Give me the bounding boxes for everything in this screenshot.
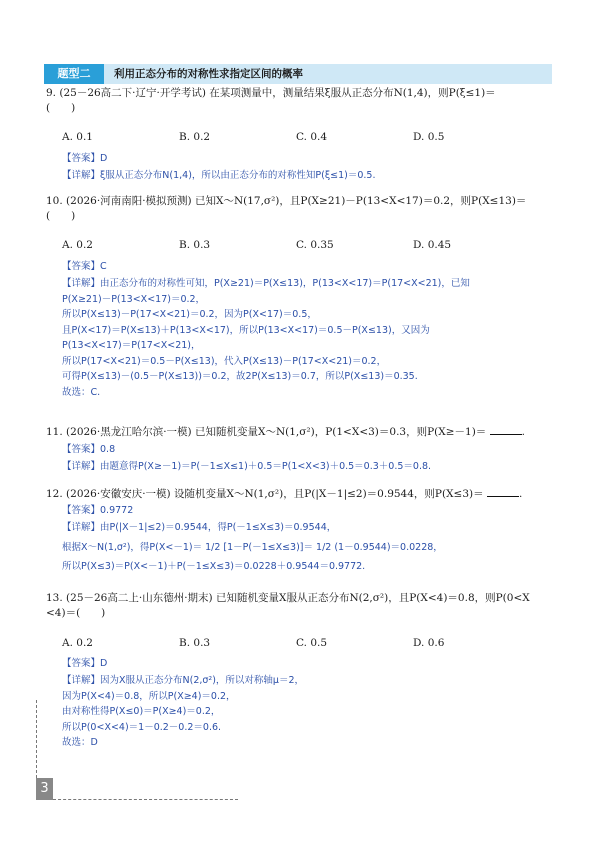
detail-line: 【详解】因为X服从正态分布N(2,σ²)，所以对称轴μ＝2， xyxy=(62,675,305,686)
margin-dash-vertical xyxy=(36,700,37,778)
answer-11: 【答案】0.8 xyxy=(62,444,116,455)
question-12: 12. (2026·安徽安庆·一模) 设随机变量X～N(1,σ²)，且P(|X－1|≤2)＝0.9544，则P(X≤3)＝ . xyxy=(46,488,523,500)
detail-10 xyxy=(62,276,552,400)
detail-line: 故选：D xyxy=(62,737,98,748)
detail-line: 可得P(X≤13)－(0.5－P(X≤13))＝0.2，故2P(X≤13)＝0.7，所以P(X≤13)＝0.35. xyxy=(62,371,418,382)
answer-9: 【答案】D xyxy=(62,153,108,164)
page-number: 3 xyxy=(36,778,53,800)
detail-12 xyxy=(62,520,552,575)
detail-13 xyxy=(62,673,552,751)
question-13-options xyxy=(62,637,552,651)
answer-blank xyxy=(490,424,522,435)
option-a: A. 0.1 xyxy=(62,131,93,143)
detail-line: 【详解】由题意得P(X≥－1)＝P(－1≤X≤1)＋0.5＝P(1<X<3)＋0.5＝0.3＋0.5＝0.8. xyxy=(62,461,432,472)
detail-line: 所以P(0<X<4)＝1－0.2－0.2＝0.6. xyxy=(62,721,222,733)
detail-line: 根据X～N(1,σ²)，得P(X<－1)＝ 1/2 [1－P(－1≤X≤3)]＝ 1/2 (1－0.9544)＝0.0228， xyxy=(62,541,443,553)
answer-blank xyxy=(487,486,519,497)
question-11: 11. (2026·黑龙江哈尔滨·一模) 已知随机变量X～N(1,σ²)，P(1<X<3)＝0.3，则P(X≥－1)＝ . xyxy=(46,426,525,438)
question-10 xyxy=(46,194,551,224)
answer-10: 【答案】C xyxy=(62,261,107,272)
detail-11 xyxy=(62,459,552,475)
option-c: C. 0.35 xyxy=(296,239,334,251)
question-13 xyxy=(46,591,551,621)
question-12-stem: 12. (2026·安徽安庆·一模) 设随机变量X～N(1,σ²)，且P(|X－1|≤2)＝0.9544，则P(X≤3)＝ xyxy=(46,488,484,500)
option-b: B. 0.3 xyxy=(179,239,211,251)
question-9-stem: 9. (25－26高二下·辽宁·开学考试) 在某项测量中，测量结果ξ服从正态分布N(1,4)，则P(ξ≤1)＝ xyxy=(46,87,496,99)
detail-line: 故选：C. xyxy=(62,386,101,398)
detail-line: 且P(X<17)＝P(X≤13)＋P(13<X<17)，所以P(13<X<17)＝0.5－P(X≤13)，又因为 xyxy=(62,324,430,336)
detail-line: 所以P(X≤3)＝P(X<－1)＋P(－1≤X≤3)＝0.0228＋0.9544＝0.9772. xyxy=(62,561,366,572)
section-banner xyxy=(44,64,552,84)
option-d: D. 0.45 xyxy=(413,239,452,251)
question-10-options xyxy=(62,239,552,253)
detail-line: P(13<X<17)＝P(17<X<21)， xyxy=(62,340,201,351)
detail-line: 【详解】由正态分布的对称性可知，P(X≥21)＝P(X≤13)，P(13<X<17)＝P(17<X<21)，已知 xyxy=(62,278,470,289)
option-d: D. 0.6 xyxy=(413,637,445,649)
question-13-stem: 13. (25－26高二上·山东德州·期末) 已知随机变量X服从正态分布N(2,σ²)，且P(X<4)＝0.8，则P(0<X xyxy=(46,592,530,604)
option-b: B. 0.3 xyxy=(179,637,211,649)
option-c: C. 0.5 xyxy=(296,637,328,649)
detail-9 xyxy=(62,168,552,184)
question-9-paren: ( ) xyxy=(46,102,76,114)
detail-line: 由对称性得P(X≤0)＝P(X≥4)＝0.2， xyxy=(62,706,221,717)
detail-line: 【详解】由P(|X－1|≤2)＝0.9544，得P(－1≤X≤3)＝0.9544， xyxy=(62,522,337,533)
answer-13: 【答案】D xyxy=(62,658,108,669)
detail-line: 因为P(X<4)＝0.8，所以P(X≥4)＝0.2， xyxy=(62,690,236,702)
question-11-stem: 11. (2026·黑龙江哈尔滨·一模) 已知随机变量X～N(1,σ²)，P(1<X<3)＝0.3，则P(X≥－1)＝ xyxy=(46,426,487,438)
option-b: B. 0.2 xyxy=(179,131,211,143)
option-a: A. 0.2 xyxy=(62,637,93,649)
section-tag: 题型二 xyxy=(44,64,104,84)
detail-line: P(X≥21)－P(13<X<17)＝0.2， xyxy=(62,293,206,305)
question-10-stem: 10. (2026·河南南阳·模拟预测) 已知X～N(17,σ²)，且P(X≥21)－P(13<X<17)＝0.2，则P(X≤13)＝ xyxy=(46,195,527,207)
question-10-paren: ( ) xyxy=(46,210,76,222)
answer-12: 【答案】0.9772 xyxy=(62,505,134,516)
question-9-options xyxy=(62,131,552,145)
detail-line: 所以P(X≤13)－P(17<X<21)＝0.2，因为P(X<17)＝0.5， xyxy=(62,309,317,320)
option-a: A. 0.2 xyxy=(62,239,93,251)
question-13-stem-cont: <4)＝( ) xyxy=(46,607,106,619)
option-d: D. 0.5 xyxy=(413,131,445,143)
option-c: C. 0.4 xyxy=(296,131,328,143)
detail-line: 【详解】ξ服从正态分布N(1,4)，所以由正态分布的对称性知P(ξ≤1)＝0.5. xyxy=(62,170,376,181)
detail-line: 所以P(17<X<21)＝0.5－P(X≤13)，代入P(X≤13)－P(17<X<21)＝0.2， xyxy=(62,355,387,367)
margin-dash-horizontal xyxy=(53,799,238,800)
section-title: 利用正态分布的对称性求指定区间的概率 xyxy=(114,68,303,80)
question-9 xyxy=(46,86,551,116)
